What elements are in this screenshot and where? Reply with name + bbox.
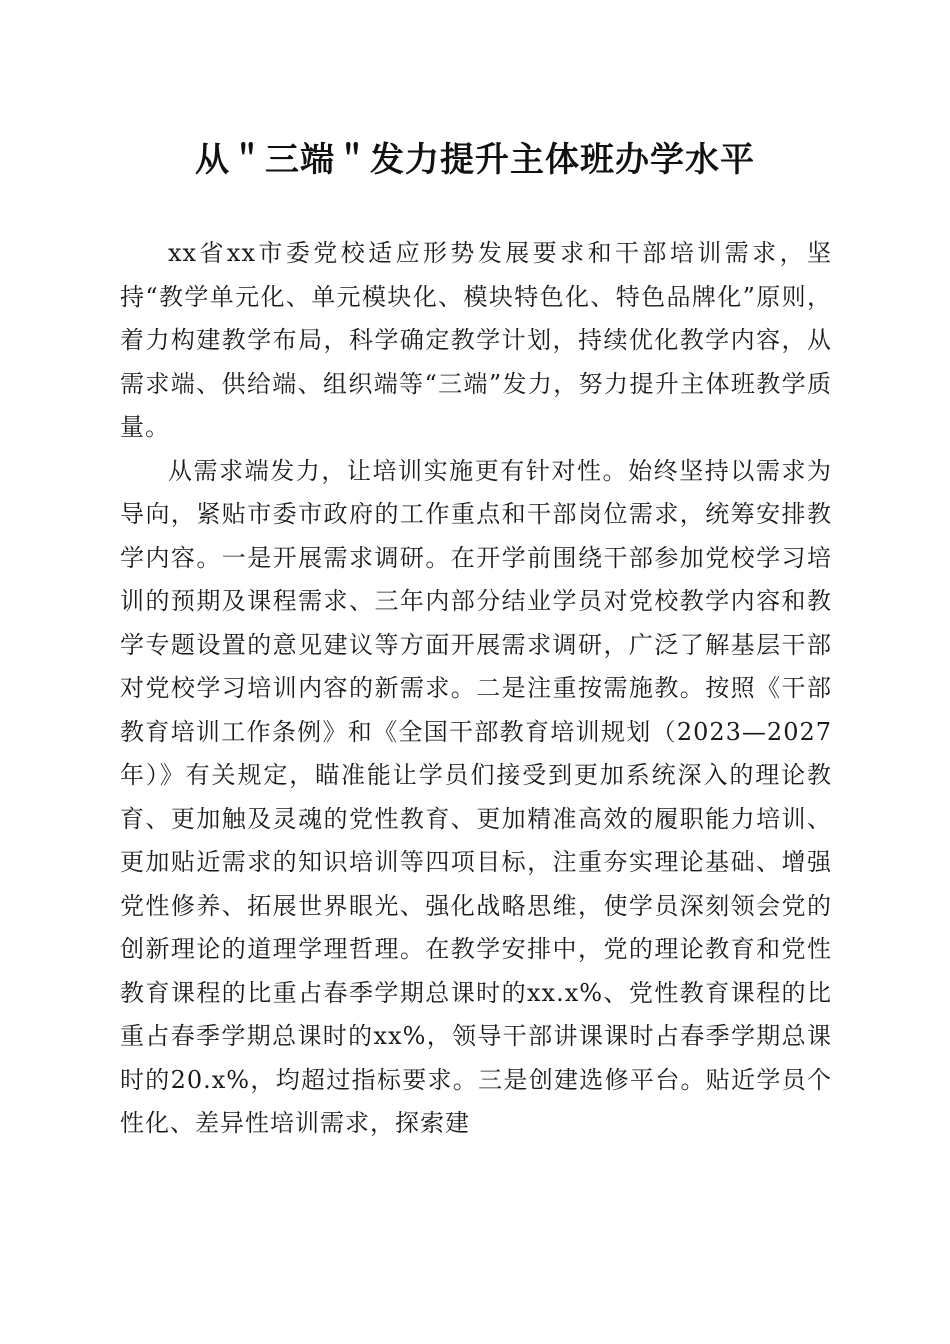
document-title: 从＂三端＂发力提升主体班办学水平 [195, 140, 755, 180]
paragraph-intro: xx省xx市委党校适应形势发展要求和干部培训需求，坚持“教学单元化、单元模块化、模块特色化、特色品牌化”原则，着力构建教学布局，科学确定教学计划，持续优化教学内容，从需求端、供给端、组织端等“三端”发力，努力提升主体班教学质量。 [120, 239, 832, 441]
paragraph-demand-side: 从需求端发力，让培训实施更有针对性。始终坚持以需求为导向，紧贴市委市政府的工作重点和干部岗位需求，统筹安排教学内容。一是开展需求调研。在开学前围绕干部参加党校学习培训的预期及课程需求、三年内部分结业学员对党校教学内容和教学专题设置的意见建议等方面开展需求调研，广泛了解基层干部对党校学习培训内容的新需求。二是注重按需施教。按照《干部教育培训工作条例》和《全国干部教育培训规划（2023—2027年）》有关规定，瞄准能让学员们接受到更加系统深入的理论教育、更加触及灵魂的党性教育、更加精准高效的履职能力培训、更加贴近需求的知识培训等四项目标，注重夯实理论基础、增强党性修养、拓展世界眼光、强化战略思维，使学员深刻领会党的创新理论的道理学理哲理。在教学安排中，党的理论教育和党性教育课程的比重占春季学期总课时的xx.x%、党性教育课程的比重占春季学期总课时的xx%，领导干部讲课课时占春季学期总课时的20.x%，均超过指标要求。三是创建选修平台。贴近学员个性化、差异性培训需求，探索建 [120, 456, 832, 1137]
document-body [120, 232, 832, 1146]
